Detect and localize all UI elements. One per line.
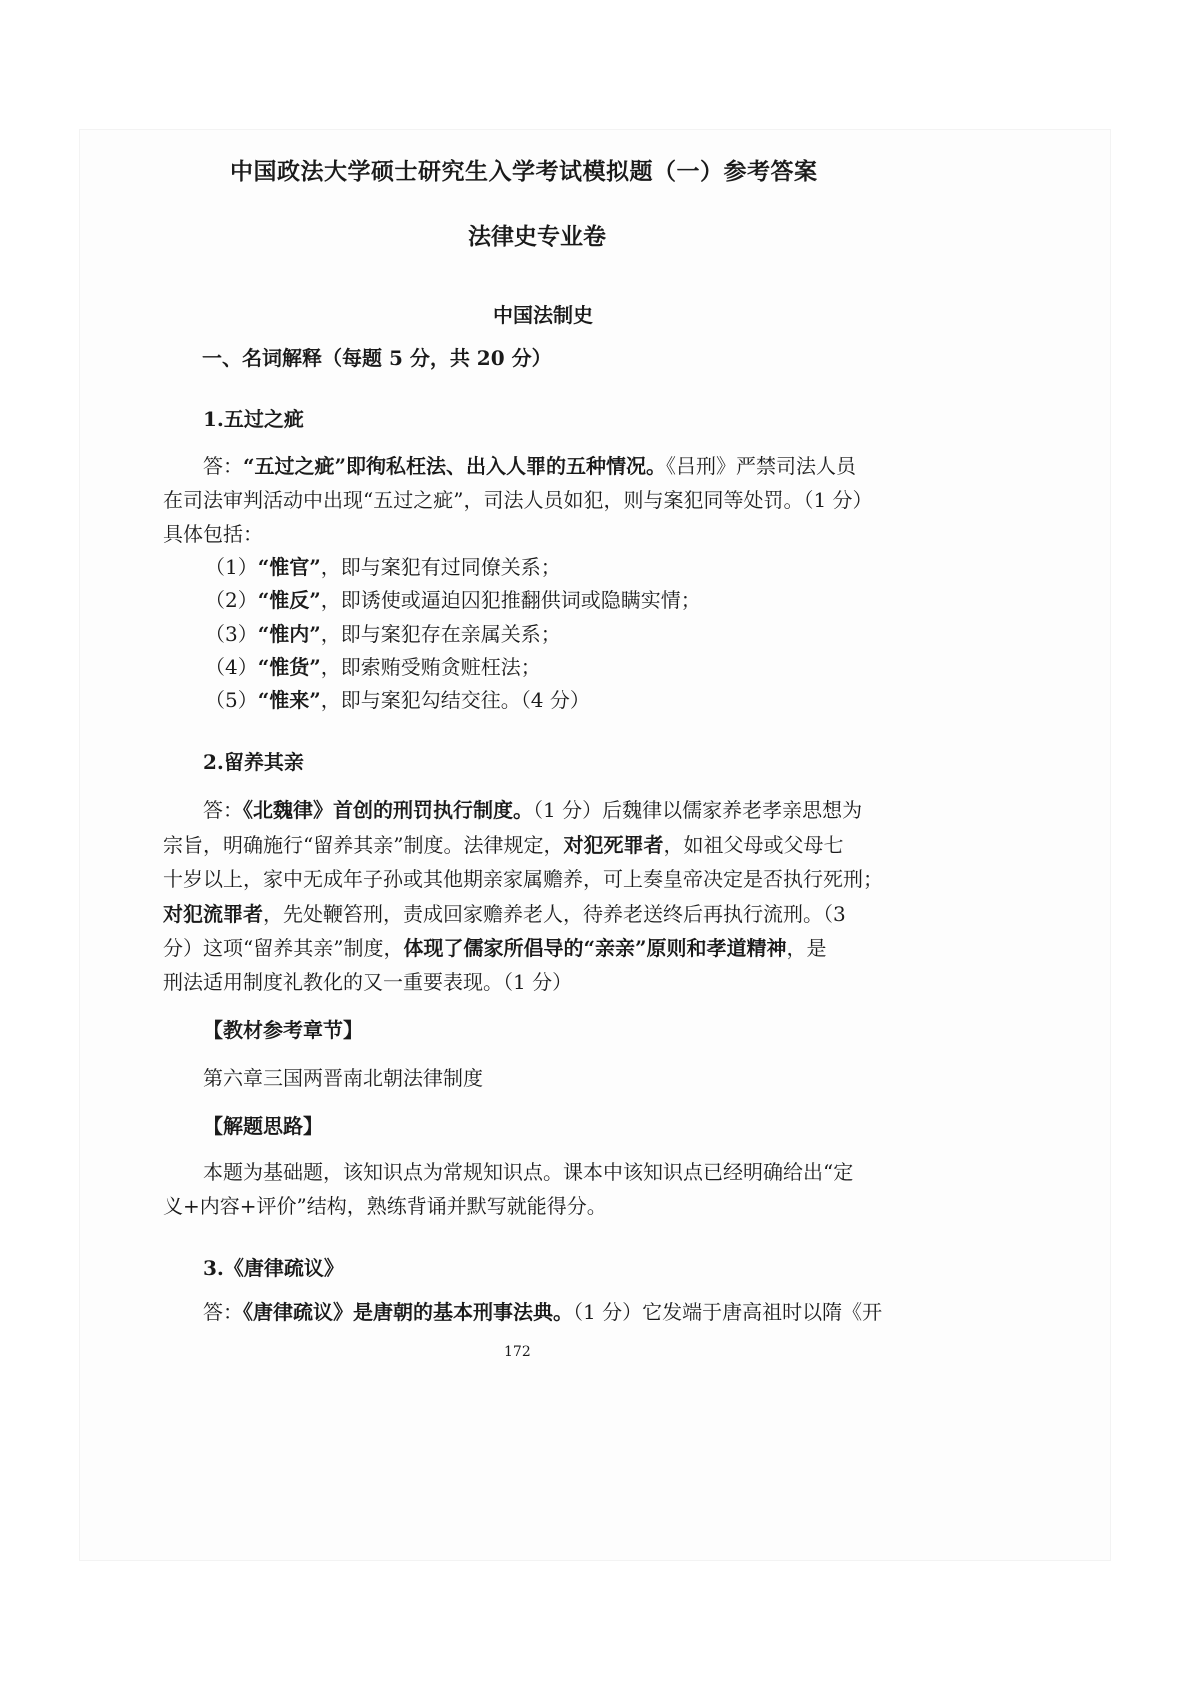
q1-answer-line-3: 具体包括：: [163, 522, 263, 546]
q2-answer-line-1: 答：《北魏律》首创的刑罚执行制度。（1 分）后魏律以儒家养老孝亲思想为: [203, 798, 863, 822]
idea-line-2: 义+内容+评价”结构，熟练背诵并默写就能得分。: [163, 1194, 607, 1218]
part-heading: 一、名词解释（每题 5 分，共 20 分）: [202, 346, 552, 370]
section-title: 中国法制史: [493, 303, 593, 327]
reference-text: 第六章三国两晋南北朝法律制度: [203, 1066, 483, 1090]
q1-item: （1）“惟官”，即与案犯有过同僚关系；: [205, 555, 561, 579]
idea-line-1: 本题为基础题，该知识点为常规知识点。课本中该知识点已经明确给出“定: [203, 1160, 854, 1184]
q1-item: （5）“惟来”，即与案犯勾结交往。（4 分）: [205, 688, 590, 712]
idea-heading: 【解题思路】: [203, 1114, 323, 1138]
q1-item: （3）“惟内”，即与案犯存在亲属关系；: [205, 622, 561, 646]
q2-answer-line-2: 宗旨，明确施行“留养其亲”制度。法律规定，对犯死罪者，如祖父母或父母七: [163, 833, 844, 857]
q2-answer-line-6: 刑法适用制度礼教化的又一重要表现。（1 分）: [163, 970, 573, 994]
question-2-heading: 2.留养其亲: [203, 750, 304, 774]
q2-answer-line-4: 对犯流罪者，先处鞭笞刑，责成回家赡养老人，待养老送终后再执行流刑。（3: [163, 902, 846, 926]
page-number: 172: [504, 1344, 531, 1360]
q2-answer-line-3: 十岁以上，家中无成年子孙或其他期亲家属赡养，可上奏皇帝决定是否执行死刑；: [163, 867, 883, 891]
document-title: 中国政法大学硕士研究生入学考试模拟题（一）参考答案: [230, 158, 818, 185]
question-1-heading: 1.五过之疵: [203, 407, 304, 431]
q2-answer-line-5: 分）这项“留养其亲”制度，体现了儒家所倡导的“亲亲”原则和孝道精神，是: [163, 936, 827, 960]
q1-item: （2）“惟反”，即诱使或逼迫囚犯推翻供词或隐瞒实情；: [205, 588, 701, 612]
q1-answer-line-1: 答：“五过之疵”即徇私枉法、出入人罪的五种情况。《吕刑》严禁司法人员: [203, 454, 857, 478]
document-subtitle: 法律史专业卷: [468, 223, 606, 250]
q3-answer-line-1: 答：《唐律疏议》是唐朝的基本刑事法典。（1 分）它发端于唐高祖时以隋《开: [203, 1300, 883, 1324]
reference-heading: 【教材参考章节】: [203, 1018, 363, 1042]
q1-answer-line-2: 在司法审判活动中出现“五过之疵”，司法人员如犯，则与案犯同等处罚。（1 分）: [163, 488, 873, 512]
q1-item: （4）“惟货”，即索贿受贿贪赃枉法；: [205, 655, 541, 679]
question-3-heading: 3.《唐律疏议》: [203, 1256, 344, 1280]
